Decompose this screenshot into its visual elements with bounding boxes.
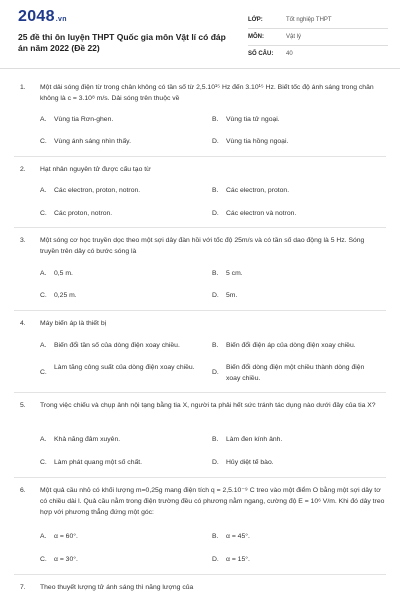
option-text: Các proton, notron. — [54, 210, 113, 217]
meta-value: Vật lý — [286, 34, 302, 40]
option-letter: D. — [212, 210, 219, 217]
option-text: Các electron, proton, notron. — [54, 187, 141, 194]
divider — [14, 392, 386, 393]
page-title: 25 đề thi ôn luyện THPT Quốc gia môn Vật lí có đáp án năm 2022 (Đề 22) — [18, 32, 226, 53]
option-letter: C. — [40, 138, 47, 145]
option-text: Vùng ánh sáng nhìn thấy. — [54, 138, 131, 145]
option-letter: C. — [40, 556, 47, 563]
option-letter: B. — [212, 342, 219, 349]
option-letter: A. — [40, 116, 47, 123]
option-letter: B. — [212, 436, 219, 443]
option-letter: D. — [212, 556, 219, 563]
meta-label: LỚP: — [248, 17, 263, 23]
divider — [14, 227, 386, 228]
option-letter: C. — [40, 210, 47, 217]
option-text: Các electron, proton. — [226, 187, 290, 194]
option-letter: C. — [40, 459, 47, 466]
option-text: Khả năng đâm xuyên. — [54, 436, 121, 443]
option-text: 0,5 m. — [54, 270, 73, 277]
option-text: Biến đổi điện áp của dòng điện xoay chiều. — [226, 342, 356, 349]
option-text: α = 15°. — [226, 556, 250, 563]
question-text: Một quả cầu nhỏ có khối lượng m=0,25g mang điện tích q = 2,5.10⁻⁹ C treo vào một điểm O bằng một sợi dây tơ có chiều dài l. Quả cầu nằm trong điện trường đều có phương nằm ngang, cường độ E = 10⁶ V/m. Khi đó dây treo hợp với phương thẳng đứng một góc: — [40, 487, 385, 516]
question-number: 3. — [20, 237, 26, 244]
option-letter: A. — [40, 436, 47, 443]
question-text: Một dải sóng điện từ trong chân không có tần số từ 2,5.10¹⁵ Hz đến 3.10¹⁵ Hz. Biết tốc độ ánh sáng trong chân không là c = 3.10⁸ m/s. Dải sóng trên thuộc về — [40, 84, 374, 102]
meta-label: SỐ CÂU: — [248, 51, 274, 57]
option-letter: D. — [212, 369, 219, 376]
exam-meta — [248, 12, 388, 62]
meta-row-subject — [248, 29, 388, 46]
option-letter: D. — [212, 459, 219, 466]
option-text: 5m. — [226, 292, 238, 299]
option-text: α = 30°. — [54, 556, 78, 563]
question-number: 1. — [20, 84, 26, 91]
option-letter: A. — [40, 270, 47, 277]
option-text: Các electron và notron. — [226, 210, 297, 217]
option-text: Làm tăng công suất của dòng điện xoay chiều. — [54, 364, 195, 371]
option-letter: A. — [40, 533, 47, 540]
question-number: 7. — [20, 584, 26, 591]
option-letter: D. — [212, 292, 219, 299]
option-text: Vùng tia tử ngoại. — [226, 116, 280, 123]
option-text: Hủy diệt tế bào. — [226, 459, 274, 466]
option-text: Vùng tia hồng ngoại. — [226, 138, 289, 145]
option-text: α = 60°. — [54, 533, 78, 540]
option-letter: B. — [212, 270, 219, 277]
question-number: 4. — [20, 320, 26, 327]
meta-row-grade — [248, 12, 388, 29]
question-number: 6. — [20, 487, 26, 494]
meta-value: 40 — [286, 51, 293, 57]
site-logo[interactable]: 2048.vn — [18, 8, 67, 25]
option-letter: A. — [40, 187, 47, 194]
divider — [14, 156, 386, 157]
question-number: 2. — [20, 166, 26, 173]
option-letter: C. — [40, 369, 47, 376]
option-text: 0,25 m. — [54, 292, 77, 299]
meta-row-count — [248, 46, 388, 62]
option-text: Làm phát quang một số chất. — [54, 459, 143, 466]
question-text: Trong việc chiếu và chụp ảnh nội tạng bằng tia X, người ta phải hết sức tránh tác dụng nào dưới đây của tia X? — [40, 402, 376, 409]
option-letter: B. — [212, 533, 219, 540]
divider — [14, 574, 386, 575]
question-text: Một sóng cơ học truyền dọc theo một sợi dây đàn hồi với tốc độ 25m/s và có tần số dao động là 5 Hz. Sóng truyền trên dây có bước sóng là — [40, 237, 365, 255]
option-letter: D. — [212, 138, 219, 145]
option-text: Biến đổi dòng điện một chiều thành dòng điện xoay chiều. — [226, 364, 365, 382]
option-text: Vùng tia Rơn-ghen. — [54, 116, 114, 123]
option-letter: B. — [212, 187, 219, 194]
option-letter: C. — [40, 292, 47, 299]
divider — [14, 310, 386, 311]
option-text: α = 45°. — [226, 533, 250, 540]
option-text: 5 cm. — [226, 270, 243, 277]
meta-label: MÔN: — [248, 34, 264, 40]
option-letter: A. — [40, 342, 47, 349]
question-number: 5. — [20, 402, 26, 409]
option-text: Làm đen kính ảnh. — [226, 436, 283, 443]
question-text: Theo thuyết lượng tử ánh sáng thì năng lượng của — [40, 584, 194, 591]
question-text: Máy biến áp là thiết bị — [40, 320, 107, 327]
meta-value: Tốt nghiệp THPT — [286, 17, 332, 23]
header — [0, 0, 400, 69]
question-text: Hạt nhân nguyên tử được cấu tạo từ — [40, 166, 151, 173]
option-letter: B. — [212, 116, 219, 123]
divider — [14, 477, 386, 478]
option-text: Biến đổi tần số của dòng điện xoay chiều. — [54, 342, 180, 349]
